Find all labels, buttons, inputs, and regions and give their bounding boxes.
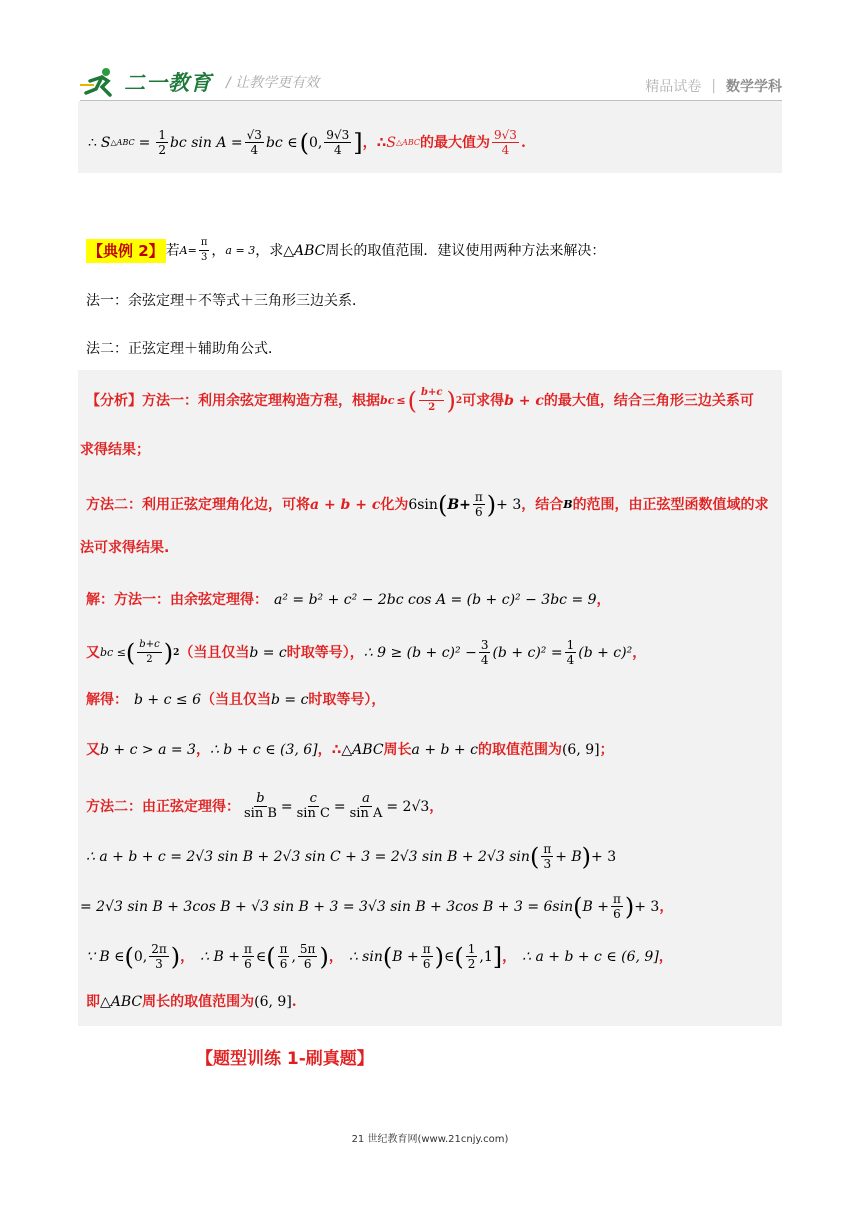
solution-line-4: 又 b + c > a = 3 ， ∴ b + c ∈ (3, 6] ，∴ △ABC 周长 a + b + c 的取值范围为 (6, 9] ； bbox=[86, 742, 614, 758]
solution-line-5: 方法二：由正弦定理得： $\frac{b}{\text{sin B}}$ = $\frac{c}{\text{sin C}}$ = $\frac{a}{\text{sin A}}$ = 2√3 ， bbox=[86, 791, 444, 821]
brand-slogan: / 让教学更有效 bbox=[226, 75, 320, 91]
example-question: 【典例 2】 若 A = $\frac{\pi}{3}$ ， a = 3 ，求 △ABC 周长的取值范围．建议使用两种方法来解决： bbox=[88, 237, 606, 263]
solution-line-6: ∴ a + b + c = 2√3 sin B + 2√3 sin C + 3 = 2√3 sin B + 2√3 sin ( $\frac{\pi}{3}$ + B ) + 3 bbox=[86, 842, 617, 871]
analysis-line-1: 【分析】方法一：利用余弦定理构造方程，根据 bc ≤ ( $\frac{b+c}{2}$ ) 2 可求得 b + c 的最大值，结合三角形三边关系可 bbox=[86, 386, 754, 415]
method-two: 法二：正弦定理＋辅助角公式． bbox=[86, 341, 282, 357]
solution-line-2: 又 bc ≤ ( $\frac{b+c}{2}$ ) 2 （当且仅当 b = c 时取等号）， ∴ 9 ≥ (b + c)² − $\frac{3}{4}$ (b + c)² = $\frac{1}{4}$ (b + c)² ， bbox=[86, 638, 647, 667]
analysis-line-2: 求得结果； bbox=[80, 442, 150, 458]
analysis-line-3: 方法二：利用正弦定理角化边，可将 a + b + c 化为 6sin ( B + $\frac{\pi}{6}$ ) + 3 ，结合 B 的范围，由正弦型函数值域的求 bbox=[86, 490, 769, 519]
solution-line-1: 解：方法一：由余弦定理得： a² = b² + c² − 2bc cos A = (b + c)² − 3bc = 9 ， bbox=[86, 592, 611, 608]
method-one: 法一：余弦定理＋不等式＋三角形三边关系． bbox=[86, 293, 366, 309]
header-subject: 数学学科 bbox=[726, 79, 782, 95]
brand-logo bbox=[80, 66, 319, 98]
solution-line-3: 解得： b + c ≤ 6 （当且仅当 b = c 时取等号）， bbox=[86, 692, 386, 708]
solution-line-8: ∵ B ∈ ( 0, $\frac{2\pi}{3}$ ) ， ∴ B + $\frac{\pi}{6}$ ∈ ( $\frac{\pi}{6}$ , $\frac{5\pi}{6}$ ) ， ∴ sin ( B + $\frac{\pi}{6}$ ) ∈ ( $\frac{1}{2}$ ,1 ] ， ∴ a + b + c ∈ (6, 9] ， bbox=[86, 942, 673, 971]
section-title: 【题型训练 1-刷真题】 bbox=[196, 1049, 374, 1069]
box1-line: ∴ S △ABC = $\frac{1}{2}$ bc sin A = $\frac{√3}{4}$ bc ∈ ( 0, $\frac{9√3}{4}$ ] ，∴ S △ABC 的最大值为 $\frac{9√3}{4}$ . bbox=[88, 128, 526, 157]
brand-name: 二一教育 bbox=[124, 71, 212, 95]
header-label: 精品试卷 bbox=[645, 79, 702, 95]
solution-line-7: = 2√3 sin B + 3cos B + √3 sin B + 3 = 3√3 sin B + 3cos B + 3 = 6sin ( B + $\frac{\pi}{6}$ ) + 3 ， bbox=[80, 892, 674, 921]
header-right bbox=[645, 76, 782, 96]
page-footer: 21 世纪教育网(www.21cnjy.com) bbox=[351, 1134, 509, 1145]
header-separator: | bbox=[711, 78, 716, 94]
running-man-icon bbox=[80, 67, 120, 97]
solution-line-9: 即 △ABC 周长的取值范围为 (6, 9] . bbox=[86, 994, 297, 1010]
example-tag: 【典例 2】 bbox=[86, 239, 166, 263]
analysis-line-4: 法可求得结果. bbox=[80, 540, 170, 556]
